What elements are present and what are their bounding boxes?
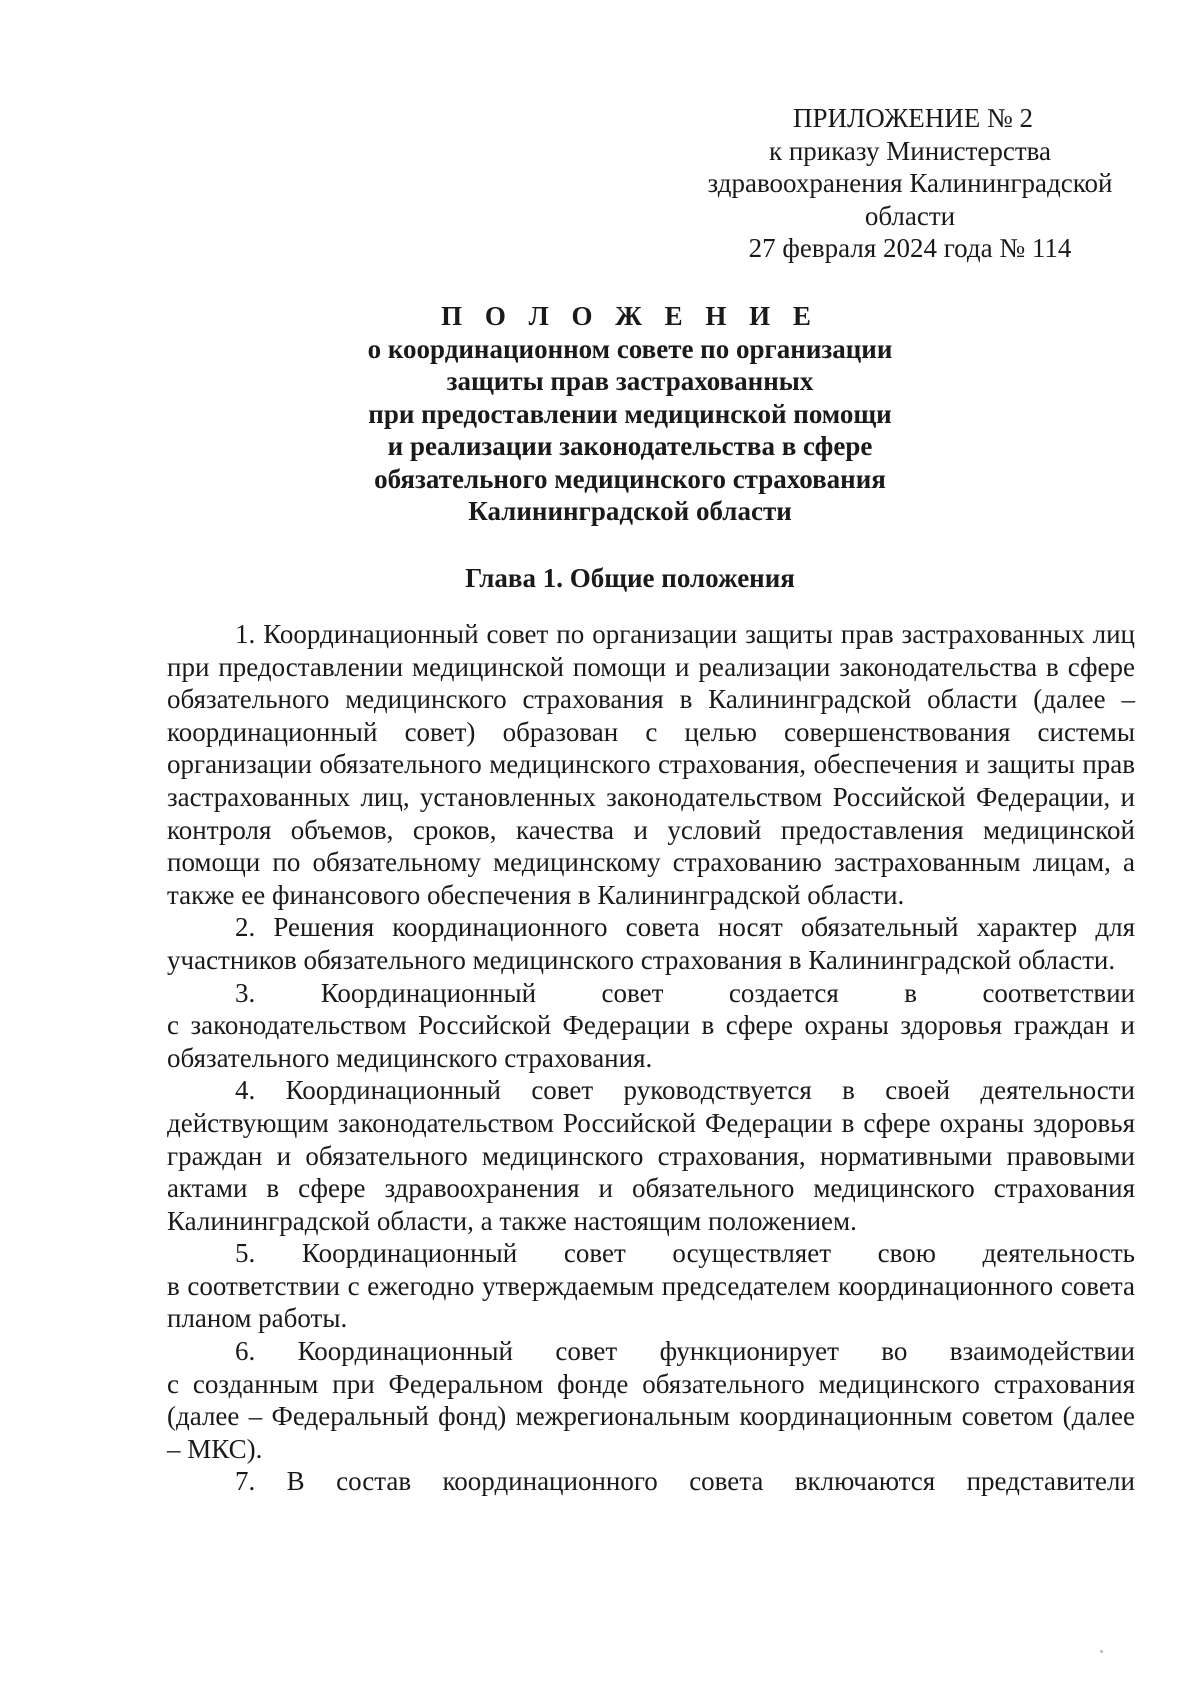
title-line: Калининградской области [468, 496, 792, 526]
title-heading: П О Л О Ж Е Н И Е [441, 301, 819, 331]
word: соответствии [982, 977, 1135, 1008]
word: В [286, 1466, 305, 1497]
paragraph-5 [167, 1237, 1135, 1335]
document-body [167, 618, 1135, 1498]
paragraph-3 [167, 977, 1135, 1075]
title-line: о координационном совете по организации [367, 333, 893, 364]
word: взаимодействии [949, 1336, 1135, 1367]
word: совет [601, 977, 664, 1008]
word: Координационный [320, 977, 537, 1008]
title-line: и реализации законодательства в сфере [387, 431, 873, 461]
word: 3. [235, 977, 256, 1008]
word: свою [877, 1238, 936, 1269]
word: представители [966, 1466, 1135, 1497]
paragraph-6-first-line [167, 1335, 1135, 1368]
word: функционирует [659, 1336, 839, 1367]
word: в [904, 977, 917, 1008]
annex-ministry: здравоохранения Калининградской [707, 168, 1113, 198]
word: осуществляет [672, 1238, 832, 1269]
annex-block [700, 102, 1120, 265]
paragraph-3-rest: с законодательством Российской Федерации в сфере охраны здоровья граждан и обязательного медицинского страхования. [167, 1010, 1135, 1073]
chapter-heading: Глава 1. Общие положения [465, 563, 795, 593]
word: деятельность [982, 1238, 1135, 1269]
annex-region: области [864, 200, 956, 231]
annex-number: ПРИЛОЖЕНИЕ № 2 [792, 103, 1034, 133]
word: 5. [235, 1238, 256, 1269]
paragraph-5-first-line [167, 1237, 1135, 1270]
word: включаются [794, 1466, 936, 1497]
title-line: защиты прав застрахованных [446, 366, 814, 396]
paragraph-6 [167, 1335, 1135, 1465]
word: совета [689, 1466, 764, 1497]
word: 6. [235, 1336, 256, 1367]
word: создается [728, 977, 839, 1008]
paragraph-7-first-line [167, 1465, 1135, 1498]
title-line: при предоставлении медицинской помощи [368, 398, 892, 429]
paragraph-1: 1. Координационный совет по организации защиты прав застрахованных лиц при предоставлении медицинской помощи и реализации законодательства в сфере обязательного медицинского страхования в Калининградской области (далее – координационный совет) образован с целью совершенствования системы организации обязательного медицинского страхования, обеспечения и защиты прав застрахованных лиц, установленных законодательством Российской Федерации, и контроля объемов, сроков, качества и условий предоставления медицинской помощи по обязательному медицинскому страхованию застрахованным лицам, а также ее финансового обеспечения в Калининградской области. [167, 619, 1135, 910]
word: Координационный [301, 1238, 518, 1269]
scan-speck [1100, 1650, 1103, 1653]
word: координационного [442, 1466, 658, 1497]
word: 7. [235, 1466, 256, 1497]
paragraph-7 [167, 1465, 1135, 1498]
annex-order-ref: к приказу Министерства [768, 135, 1052, 166]
word: во [881, 1336, 908, 1367]
title-line: обязательного медицинского страхования [374, 463, 886, 494]
paragraph-6-rest: с созданным при Федеральном фонде обязательного медицинского страхования (далее – Федеральный фонд) межрегиональным координационным советом (далее – МКС). [167, 1368, 1135, 1464]
word: совет [563, 1238, 626, 1269]
paragraph-5-rest: в соответствии с ежегодно утверждаемым председателем координационного совета планом работы. [167, 1270, 1135, 1334]
document-title [300, 300, 960, 528]
paragraph-3-first-line [167, 977, 1135, 1010]
word: совет [555, 1336, 618, 1367]
word: состав [336, 1466, 412, 1497]
word: Координационный [297, 1336, 513, 1367]
paragraph-4: 4. Координационный совет руководствуется в своей деятельности действующим законодательством Российской Федерации в сфере охраны здоровья граждан и обязательного медицинского страхования, нормативными правовыми актами в сфере здравоохранения и обязательного медицинского страхования Калининградской области, а также настоящим положением. [167, 1075, 1135, 1236]
annex-date: 27 февраля 2024 года № 114 [748, 233, 1072, 263]
paragraph-2: 2. Решения координационного совета носят обязательный характер для участников обязательного медицинского страхования в Калининградской области. [167, 912, 1135, 975]
